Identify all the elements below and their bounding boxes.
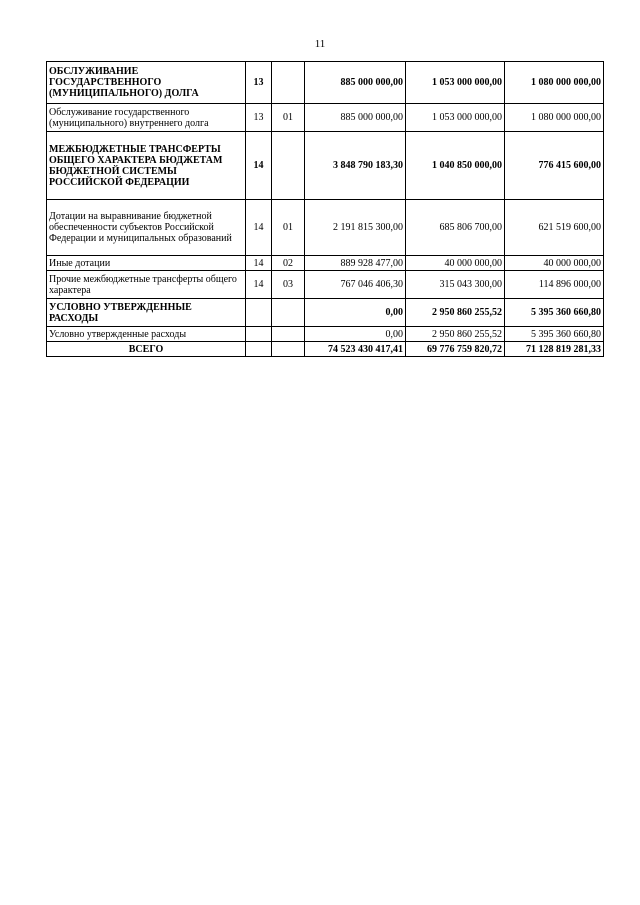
row-value-2: 315 043 300,00: [406, 271, 505, 299]
row-value-2: 685 806 700,00: [406, 200, 505, 256]
total-subsection: [272, 342, 305, 357]
row-value-2: 1 053 000 000,00: [406, 62, 505, 104]
total-label: ВСЕГО: [47, 342, 246, 357]
row-value-3: 1 080 000 000,00: [505, 62, 604, 104]
row-value-1: 0,00: [305, 299, 406, 327]
row-value-2: 2 950 860 255,52: [406, 327, 505, 342]
table-row: [47, 200, 604, 256]
row-subsection: 01: [272, 104, 305, 132]
total-row: [47, 342, 604, 357]
total-section: [246, 342, 272, 357]
row-value-2: 40 000 000,00: [406, 256, 505, 271]
row-subsection: 03: [272, 271, 305, 299]
row-value-2: 1 053 000 000,00: [406, 104, 505, 132]
row-subsection: [272, 62, 305, 104]
row-section: 14: [246, 256, 272, 271]
row-value-2: 1 040 850 000,00: [406, 132, 505, 200]
row-value-1: 885 000 000,00: [305, 62, 406, 104]
row-name: Обслуживание государственного (муниципального) внутреннего долга: [47, 104, 246, 132]
row-value-1: 889 928 477,00: [305, 256, 406, 271]
row-value-1: 767 046 406,30: [305, 271, 406, 299]
row-section: [246, 299, 272, 327]
row-section: 13: [246, 62, 272, 104]
row-section: [246, 327, 272, 342]
row-subsection: 01: [272, 200, 305, 256]
row-value-2: 2 950 860 255,52: [406, 299, 505, 327]
row-name: Прочие межбюджетные трансферты общего характера: [47, 271, 246, 299]
row-value-3: 114 896 000,00: [505, 271, 604, 299]
row-name: МЕЖБЮДЖЕТНЫЕ ТРАНСФЕРТЫ ОБЩЕГО ХАРАКТЕРА БЮДЖЕТАМ БЮДЖЕТНОЙ СИСТЕМЫ РОССИЙСКОЙ ФЕДЕРАЦИИ: [47, 132, 246, 200]
row-value-1: 0,00: [305, 327, 406, 342]
table-row: [47, 299, 604, 327]
table-row: [47, 256, 604, 271]
table-row: [47, 104, 604, 132]
row-value-3: 1 080 000 000,00: [505, 104, 604, 132]
budget-table: [46, 61, 604, 357]
row-subsection: [272, 299, 305, 327]
row-value-3: 40 000 000,00: [505, 256, 604, 271]
table-row: [47, 132, 604, 200]
row-name: Иные дотации: [47, 256, 246, 271]
total-value-2: 69 776 759 820,72: [406, 342, 505, 357]
table-row: [47, 271, 604, 299]
row-value-1: 885 000 000,00: [305, 104, 406, 132]
table-row: [47, 62, 604, 104]
row-value-3: 776 415 600,00: [505, 132, 604, 200]
row-subsection: 02: [272, 256, 305, 271]
table-row: [47, 327, 604, 342]
row-name: УСЛОВНО УТВЕРЖДЕННЫЕ РАСХОДЫ: [47, 299, 246, 327]
row-value-3: 5 395 360 660,80: [505, 299, 604, 327]
total-value-3: 71 128 819 281,33: [505, 342, 604, 357]
row-value-1: 2 191 815 300,00: [305, 200, 406, 256]
row-subsection: [272, 132, 305, 200]
page-number: 11: [314, 38, 326, 50]
row-section: 13: [246, 104, 272, 132]
row-subsection: [272, 327, 305, 342]
row-section: 14: [246, 200, 272, 256]
row-value-3: 5 395 360 660,80: [505, 327, 604, 342]
row-name: Условно утвержденные расходы: [47, 327, 246, 342]
row-section: 14: [246, 271, 272, 299]
row-section: 14: [246, 132, 272, 200]
row-value-3: 621 519 600,00: [505, 200, 604, 256]
row-name: ОБСЛУЖИВАНИЕ ГОСУДАРСТВЕННОГО (МУНИЦИПАЛЬНОГО) ДОЛГА: [47, 62, 246, 104]
row-name: Дотации на выравнивание бюджетной обеспеченности субъектов Российской Федерации и муниципальных образований: [47, 200, 246, 256]
total-value-1: 74 523 430 417,41: [305, 342, 406, 357]
row-value-1: 3 848 790 183,30: [305, 132, 406, 200]
